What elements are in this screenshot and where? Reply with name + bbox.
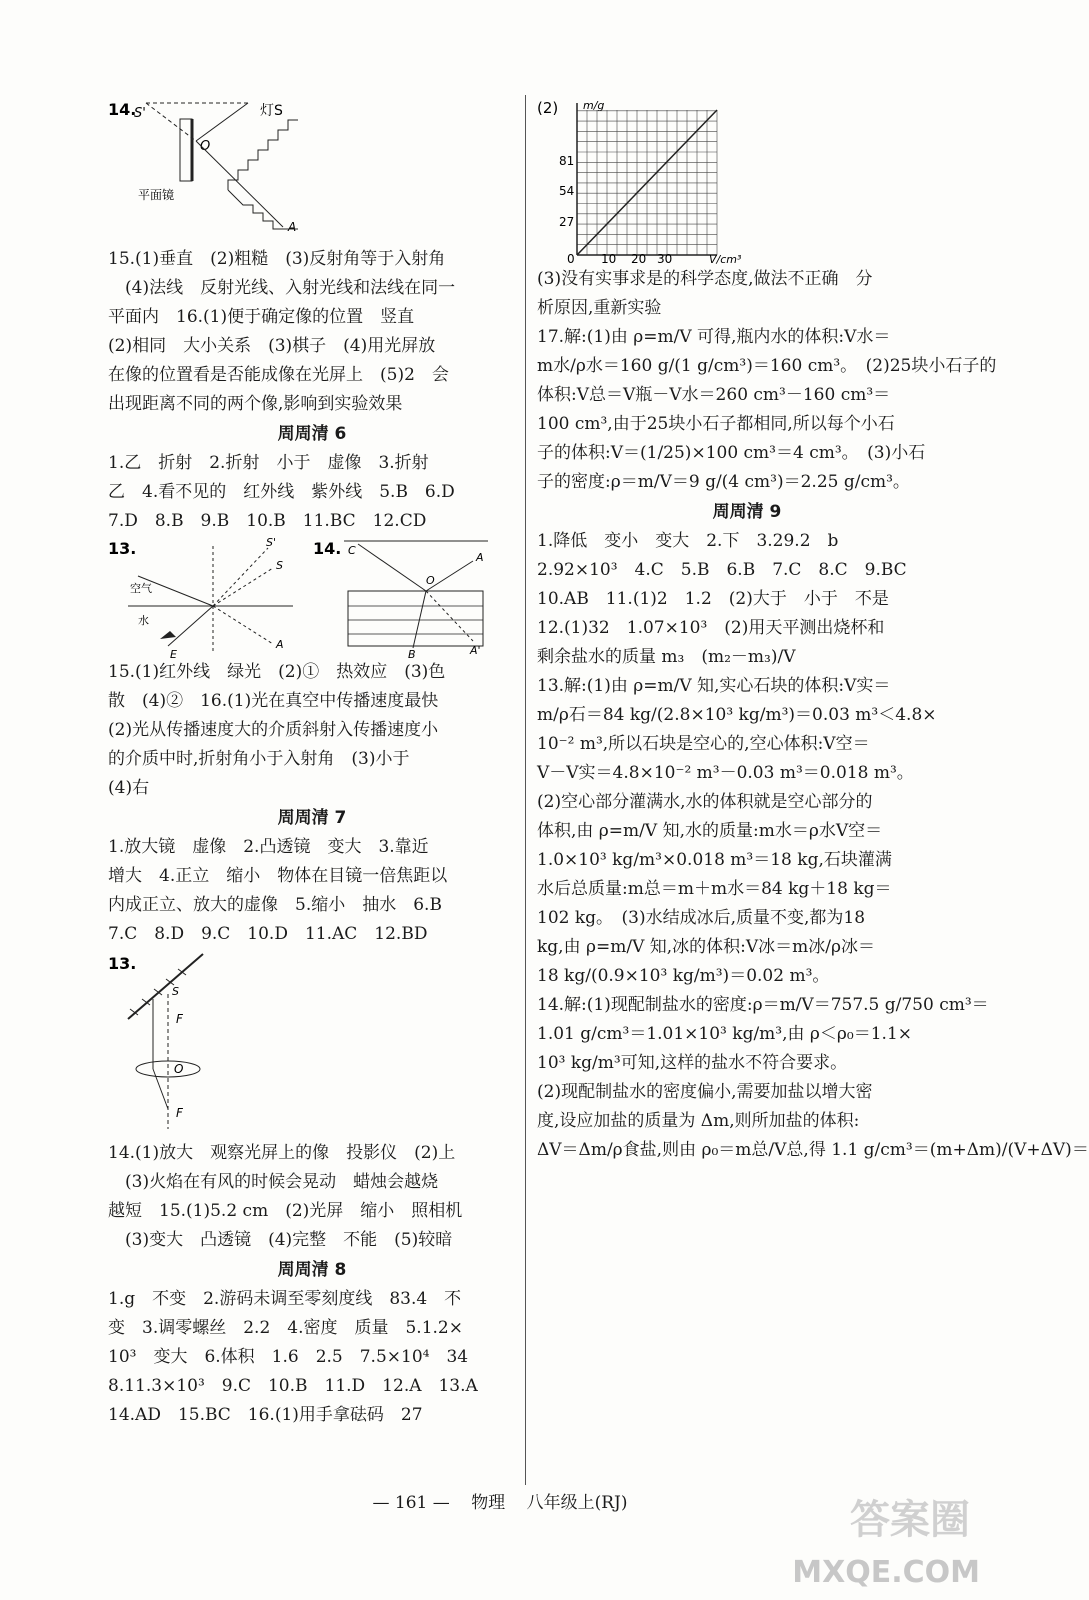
- answer-line: 1.乙 折射 2.折射 小于 虚像 3.折射: [108, 453, 429, 473]
- fig-label-b: B: [408, 648, 416, 661]
- y-tick-54: 54: [559, 184, 575, 198]
- graph-xlabel: V/cm³: [709, 253, 742, 266]
- answer-line: 7.C 8.D 9.C 10.D 11.AC 12.BD: [108, 924, 428, 944]
- left-column: [108, 95, 516, 1430]
- answer-line: 1.0×10³ kg/m³×0.018 m³＝18 kg,石块灌满: [537, 850, 892, 870]
- answer-line: 体积:V总＝V瓶－V水＝260 cm³－160 cm³＝: [537, 385, 891, 405]
- answer-line: 8.11.3×10³ 9.C 10.B 11.D 12.A 13.A: [108, 1376, 478, 1396]
- refracted-ray-b: [413, 591, 426, 648]
- x-tick-10: 10: [601, 252, 617, 266]
- answer-line: 乙 4.看不见的 红外线 紫外线 5.B 6.D: [108, 482, 455, 502]
- answers-block-6: [108, 1285, 516, 1430]
- answer-line: 17.解:(1)由 ρ=m/V 可得,瓶内水的体积:V水＝: [537, 327, 891, 347]
- fig-label-s-prime-2: S': [266, 536, 277, 549]
- mirror-line: [128, 954, 203, 1019]
- answer-line: 10⁻² m³,所以石块是空心的,空心体积:V空＝: [537, 734, 870, 754]
- answer-line: (2)光从传播速度大的介质斜射入传播速度小: [108, 720, 439, 740]
- x-tick-30: 30: [657, 252, 673, 266]
- answer-line: 1.01 g/cm³＝1.01×10³ kg/m³,由 ρ＜ρ₀＝1.1×: [537, 1024, 913, 1044]
- fig-label-a-prime: A': [470, 644, 481, 657]
- answer-line: V－V实＝4.8×10⁻² m³－0.03 m³＝0.018 m³。: [537, 763, 914, 783]
- fig-label-o-3: O: [174, 1062, 184, 1076]
- answers-block-4: [108, 833, 516, 949]
- answer-line: (2)相同 大小关系 (3)棋子 (4)用光屏放: [108, 336, 436, 356]
- fig-label-s: S: [276, 559, 283, 572]
- graph-ylabel: m/g: [583, 99, 605, 112]
- fig-label-lamp: 灯S: [260, 103, 283, 119]
- fig-label-a: A: [288, 220, 297, 234]
- fig-label-o-2: O: [426, 574, 435, 587]
- answer-line: 1.降低 变小 变大 2.下 3.29.2 b: [537, 531, 839, 551]
- answer-line: (4)右: [108, 778, 150, 798]
- fig-lens-diagram: [108, 949, 508, 1139]
- answer-line: kg,由 ρ=m/V 知,冰的体积:V冰＝m冰/ρ冰＝: [537, 937, 876, 957]
- fig-label-s-prime: S': [134, 106, 146, 121]
- answers-block-r1: [537, 265, 997, 497]
- answer-line: 13.解:(1)由 ρ=m/V 知,实心石块的体积:V实＝: [537, 676, 891, 696]
- fig-label-air: 空气: [130, 582, 152, 595]
- y-tick-27: 27: [559, 215, 575, 229]
- dashed-ray-a-prime: [426, 591, 473, 641]
- section-heading-8: 周周清 8: [277, 1260, 347, 1280]
- answer-line: 1.g 不变 2.游码未调至零刻度线 83.4 不: [108, 1289, 462, 1309]
- fig-label-o: O: [200, 139, 211, 154]
- fig-q14-number: 14.: [108, 100, 137, 119]
- answers-block-2: [108, 449, 516, 536]
- staircase-upper: [228, 120, 298, 190]
- y-tick-81: 81: [559, 154, 575, 168]
- mirror-shape: [180, 119, 192, 181]
- fig-label-a-2: A: [276, 638, 284, 651]
- answer-line: 15.(1)红外线 绿光 (2)① 热效应 (3)色: [108, 662, 446, 682]
- reflected-ray: [196, 141, 283, 227]
- fig-label-f2: F: [176, 1106, 183, 1120]
- answer-line: (2)空心部分灌满水,水的体积就是空心部分的: [537, 792, 873, 812]
- answers-block-5: [108, 1139, 516, 1255]
- answer-line: 12.(1)32 1.07×10³ (2)用天平测出烧杯和: [537, 618, 885, 638]
- answer-line: 1.放大镜 虚像 2.凸透镜 变大 3.靠近: [108, 837, 429, 857]
- answer-line: (3)变大 凸透镜 (4)完整 不能 (5)较暗: [108, 1230, 453, 1250]
- section-heading-7: 周周清 7: [277, 808, 347, 828]
- fig-label-c: C: [348, 544, 356, 557]
- fig-refraction-diagrams: [108, 536, 508, 661]
- section-heading-9: 周周清 9: [712, 502, 782, 522]
- ray-refracted: [153, 1069, 168, 1109]
- x-tick-0: 0: [567, 252, 575, 266]
- fig-label-f1: F: [176, 1012, 183, 1026]
- answer-line: (3)火焰在有风的时候会晃动 蜡烛会越烧: [108, 1172, 439, 1192]
- fig-label-water: 水: [138, 614, 149, 627]
- fig-14-number: 14.: [313, 539, 342, 558]
- dashed-virtual-ray: [146, 103, 196, 141]
- answer-line: 增大 4.正立 缩小 物体在目镜一倍焦距以: [108, 866, 448, 886]
- ray-to-eye: [168, 606, 213, 646]
- right-column: [537, 95, 1089, 1165]
- answer-line: 变 3.调零螺丝 2.2 4.密度 质量 5.1.2×: [108, 1318, 463, 1338]
- answer-line: 18 kg/(0.9×10³ kg/m³)＝0.02 m³。: [537, 966, 830, 986]
- answer-line: (2)现配制盐水的密度偏小,需要加盐以增大密: [537, 1082, 873, 1102]
- answer-line: 体积,由 ρ=m/V 知,水的质量:m水＝ρ水V空＝: [537, 821, 883, 841]
- watermark-url: MXQE.COM: [792, 1555, 980, 1590]
- answer-line: 15.(1)垂直 (2)粗糙 (3)反射角等于入射角: [108, 249, 446, 269]
- x-tick-20: 20: [631, 252, 647, 266]
- answer-line: 2.92×10³ 4.C 5.B 6.B 7.C 8.C 9.BC: [537, 560, 907, 580]
- watermark-logo: 答案圈: [850, 1497, 970, 1543]
- answer-line: 14.AD 15.BC 16.(1)用手拿砝码 27: [108, 1405, 423, 1425]
- answer-line: 10.AB 11.(1)2 1.2 (2)大于 小于 不是: [537, 589, 889, 609]
- answer-line: 10³ kg/m³可知,这样的盐水不符合要求。: [537, 1053, 848, 1073]
- incident-ray: [196, 103, 248, 141]
- answer-line: 10³ 变大 6.体积 1.6 2.5 7.5×10⁴ 34: [108, 1347, 469, 1367]
- fig-label-s-3: S: [172, 985, 179, 998]
- fig-mass-volume-graph: [537, 95, 957, 265]
- answers-block-r2: [537, 527, 1089, 1165]
- answer-line: 子的体积:V＝(1/25)×100 cm³＝4 cm³。 (3)小石: [537, 443, 926, 463]
- fig-label-e: E: [170, 648, 177, 661]
- answer-line: 内成正立、放大的虚像 5.缩小 抽水 6.B: [108, 895, 442, 915]
- answer-line: 102 kg。 (3)水结成冰后,质量不变,都为18: [537, 908, 866, 928]
- answer-line: 度,设应加盐的质量为 Δm,则所加盐的体积:: [537, 1111, 860, 1131]
- answer-line: 析原因,重新实验: [537, 298, 662, 318]
- graph-number: (2): [537, 99, 559, 117]
- answer-line: 子的密度:ρ＝m/V＝9 g/(4 cm³)＝2.25 g/cm³。: [537, 472, 910, 492]
- answer-line: 越短 15.(1)5.2 cm (2)光屏 缩小 照相机: [108, 1201, 463, 1221]
- fig-label-a-3: A: [476, 551, 484, 564]
- ray-dashed-s-prime: [213, 548, 268, 606]
- answers-block-3: [108, 658, 516, 803]
- incident-ray-c: [358, 544, 426, 591]
- fig-label-mirror: 平面镜: [138, 188, 175, 202]
- answer-line: (4)法线 反射光线、入射光线和法线在同一: [108, 278, 456, 298]
- answer-line: 在像的位置看是否能成像在光屏上 (5)2 会: [108, 365, 449, 385]
- answer-line: m/ρ石＝84 kg/(2.8×10³ kg/m³)＝0.03 m³＜4.8×: [537, 705, 937, 725]
- section-heading-6: 周周清 6: [277, 424, 347, 444]
- eye-icon: [160, 631, 176, 639]
- column-divider: [525, 95, 526, 1485]
- answer-line: m水/ρ水＝160 g/(1 g/cm³)＝160 cm³。 (2)25块小石子的: [537, 356, 997, 376]
- ray-dashed-a: [213, 606, 273, 644]
- footer-subject: 物理: [471, 1493, 506, 1513]
- footer-grade: 八年级上(RJ): [526, 1493, 628, 1513]
- fig-13b-number: 13.: [108, 954, 137, 973]
- answer-line: 14.解:(1)现配制盐水的密度:ρ＝m/V＝757.5 g/750 cm³＝: [537, 995, 989, 1015]
- answer-line: 平面内 16.(1)便于确定像的位置 竖直: [108, 307, 415, 327]
- fig-plane-mirror-diagram: [108, 95, 508, 245]
- fig-13-number: 13.: [108, 539, 137, 558]
- answer-line: 剩余盐水的质量 m₃ (m₂－m₃)/V: [537, 647, 796, 667]
- answer-line: ΔV＝Δm/ρ食盐,则由 ρ₀＝m总/V总,得 1.1 g/cm³＝(m+Δm)/(V+ΔV)＝: [537, 1140, 1089, 1160]
- answer-line: 出现距离不同的两个像,影响到实验效果: [108, 394, 403, 414]
- answer-line: 的介质中时,折射角小于入射角 (3)小于: [108, 749, 410, 769]
- answer-line: 散 (4)② 16.(1)光在真空中传播速度最快: [108, 691, 439, 711]
- page-number: — 161 —: [372, 1493, 450, 1513]
- answer-line: 14.(1)放大 观察光屏上的像 投影仪 (2)上: [108, 1143, 456, 1163]
- answer-line: (3)没有实事求是的科学态度,做法不正确 分: [537, 269, 873, 289]
- answer-line: 水后总质量:m总＝m＋m水＝84 kg＋18 kg＝: [537, 879, 892, 899]
- answer-line: 7.D 8.B 9.B 10.B 11.BC 12.CD: [108, 511, 427, 531]
- answer-line: 100 cm³,由于25块小石子都相同,所以每个小石: [537, 414, 895, 434]
- answers-block-1: [108, 245, 516, 419]
